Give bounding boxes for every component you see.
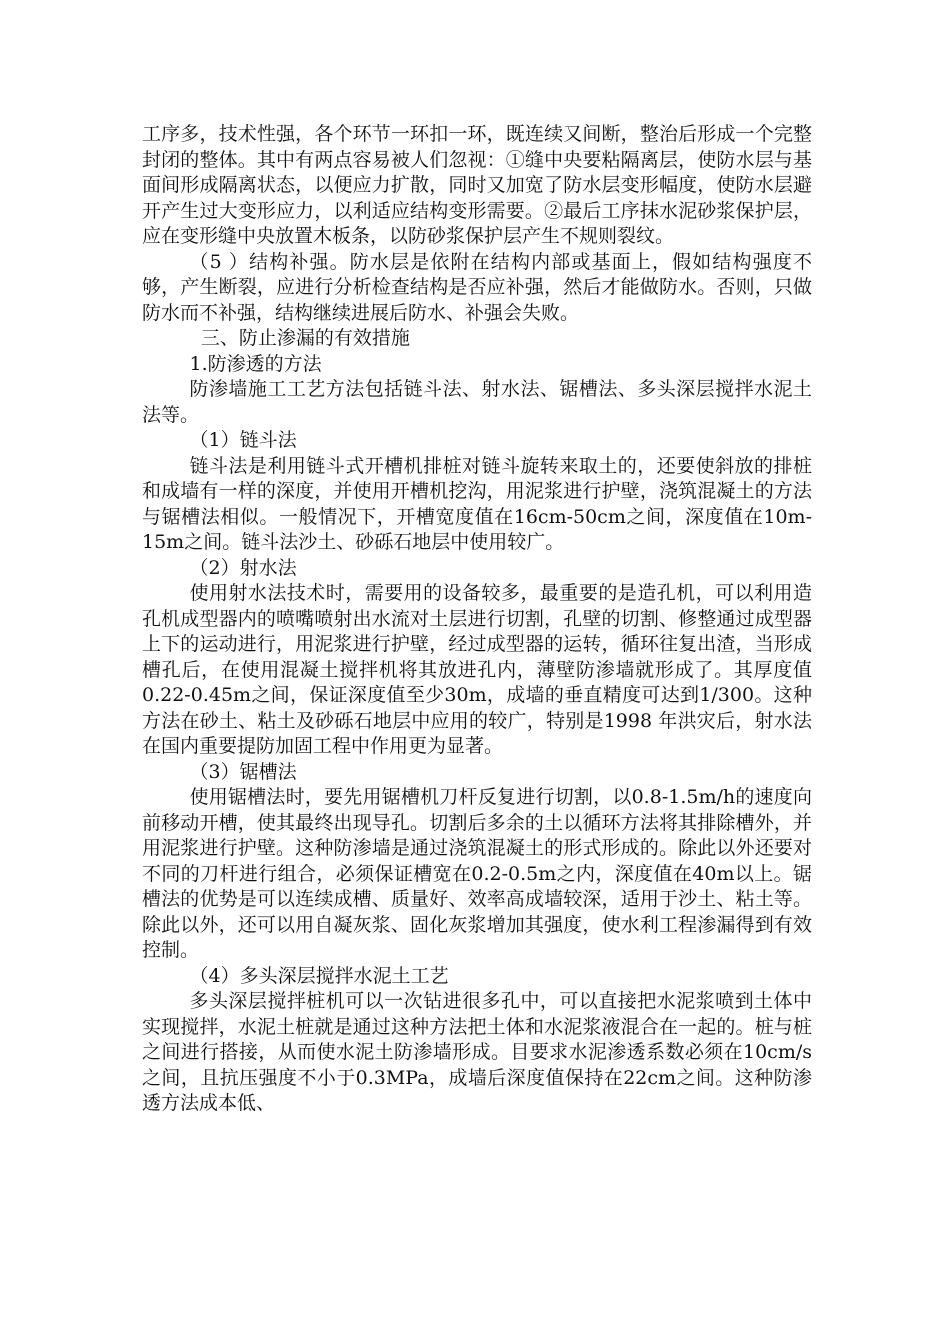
paragraph-chain-bucket: 链斗法是利用链斗式开槽机排桩对链斗旋转来取土的，还要使斜放的排桩和成墙有一样的深度，并使用开槽机挖沟，用泥浆进行护壁，浇筑混凝土的方法与锯槽法相似。一般情况下，开槽宽度值在16cm-50cm之间，深度值在10m-15m之间。链斗法沙土、砂砾石地层中使用较广。 bbox=[142, 454, 812, 553]
item-heading-chain-bucket: （1）链斗法 bbox=[189, 429, 297, 451]
paragraph-methods-overview: 防渗墙施工工艺方法包括链斗法、射水法、锯槽法、多头深层搅拌水泥土法等。 bbox=[142, 378, 812, 426]
section-heading: 三、防止渗漏的有效措施 bbox=[200, 327, 410, 349]
item-heading-saw-slot: （3）锯槽法 bbox=[189, 760, 297, 783]
item-heading-water-jet: （2）射水法 bbox=[189, 556, 297, 579]
document-body bbox=[142, 122, 812, 1117]
paragraph-saw-slot: 使用锯槽法时，要先用锯槽机刀杆反复进行切割，以0.8-1.5m/h的速度向前移动开槽，使其最终出现导孔。切割后多余的土以循环方法将其排除槽外，并用泥浆进行护壁。这种防渗墙是通过浇筑混凝土的形式形成的。除此以外还要对不同的刀杆进行组合，必须保证槽宽在0.2-0.5m之内，深度值在40m以上。锯槽法的优势是可以连续成槽、质量好、效率高成墙较深，适用于沙土、粘土等。除此以外，还可以用自凝灰浆、固化灰浆增加其强度，使水利工程渗漏得到有效控制。 bbox=[142, 786, 812, 961]
paragraph-continuation: 工序多，技术性强，各个环节一环扣一环，既连续又间断，整治后形成一个完整封闭的整体。其中有两点容易被人们忽视：①缝中央要粘隔离层，使防水层与基面间形成隔离状态，以便应力扩散，同时又加宽了防水层变形幅度，使防水层避开产生过大变形应力，以利适应结构变形需要。②最后工序抹水泥砂浆保护层，应在变形缝中央放置木板条，以防砂浆保护层产生不规则裂纹。 bbox=[142, 123, 812, 247]
paragraph-deep-mixing: 多头深层搅拌桩机可以一次钻进很多孔中，可以直接把水泥浆喷到土体中实现搅拌，水泥土桩就是通过这种方法把土体和水泥浆液混合在一起的。桩与桩之间进行搭接，从而使水泥土防渗墙形成。目要求水泥渗透系数必须在10cm/s之间，且抗压强度不小于0.3MPa，成墙后深度值保持在22cm之间。这种防渗透方法成本低、 bbox=[142, 990, 812, 1114]
item-heading-deep-mixing: （4）多头深层搅拌水泥土工艺 bbox=[189, 964, 449, 987]
subsection-heading: 1.防渗透的方法 bbox=[189, 352, 322, 375]
paragraph-structural-reinforcement: （5 ）结构补强。防水层是依附在结构内部或基面上，假如结构强度不够，产生断裂，应进行分析检查结构是否应补强，然后才能做防水。否则，只做防水而不补强，结构继续进展后防水、补强会失败。 bbox=[142, 250, 812, 324]
paragraph-water-jet: 使用射水法技术时，需要用的设备较多，最重要的是造孔机，可以利用造孔机成型器内的喷嘴喷射出水流对土层进行切割，孔壁的切割、修整通过成型器上下的运动进行，用泥浆进行护壁，经过成型器的运转，循环往复出渣，当形成槽孔后，在使用混凝土搅拌机将其放进孔内，薄壁防渗墙就形成了。其厚度值0.22-0.45m之间，保证深度值至少30m，成墙的垂直精度可达到1/300。这种方法在砂土、粘土及砂砾石地层中应用的较广，特别是1998 年洪灾后，射水法在国内重要提防加固工程中作用更为显著。 bbox=[142, 582, 812, 757]
